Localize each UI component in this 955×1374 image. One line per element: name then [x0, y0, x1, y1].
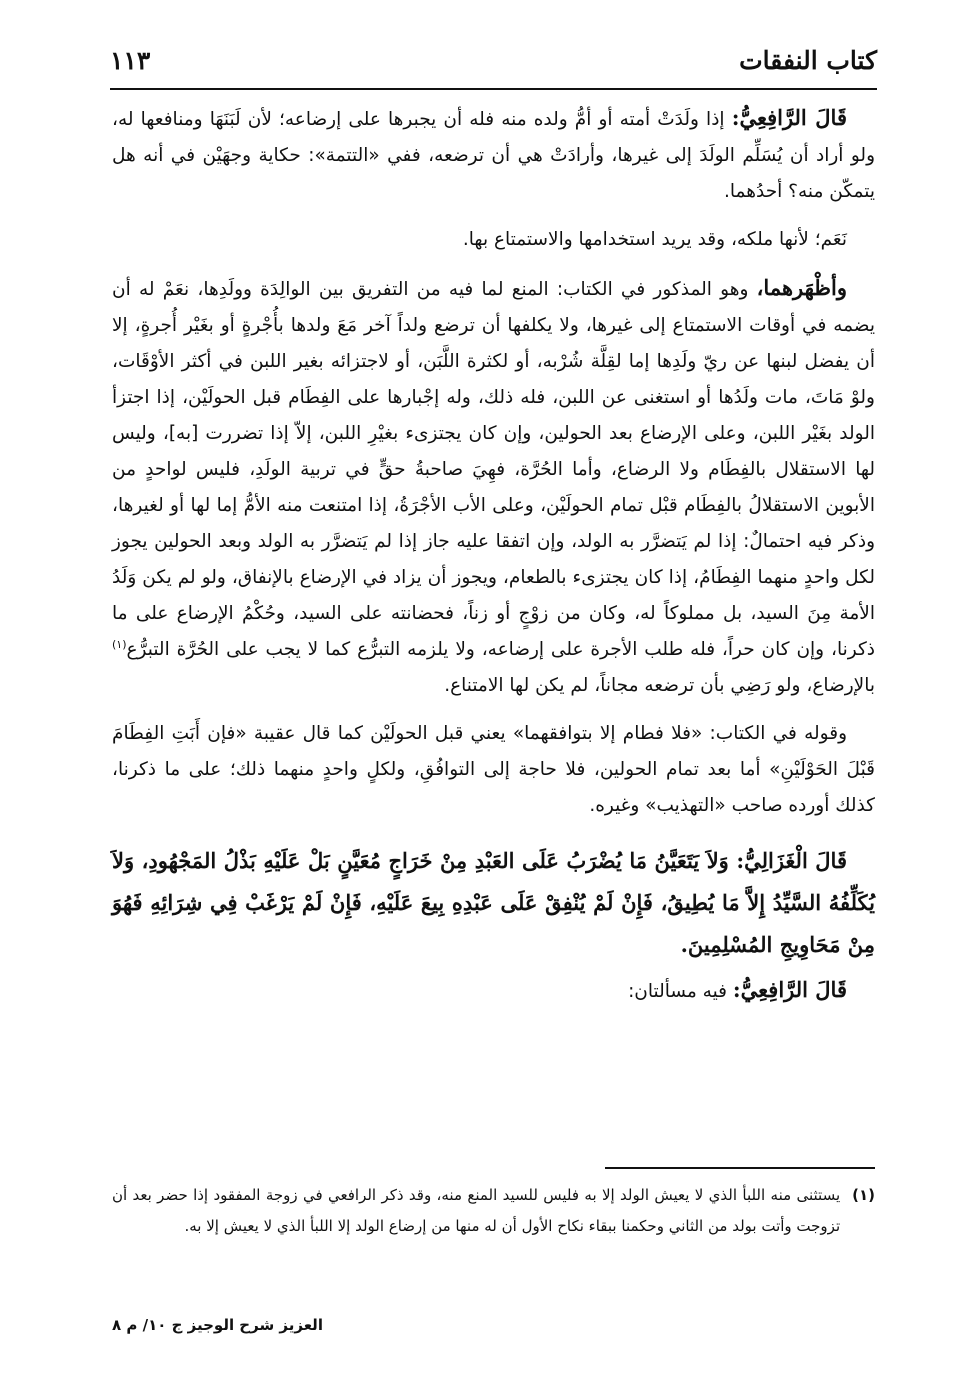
paragraph-rafii-1: [112, 100, 875, 210]
paragraph-text-continued: بالإرضاع، ولو رَضِي بأن ترضعه مجاناً، لم يكن لها الامتناع.: [444, 675, 875, 696]
paragraph-text: إذا ولَدَتْ أمته أو أمُّ ولده منه فله أن يجبرها على إرضاعه؛ لأن لَبَنَهَا ومنافعها له، ولو أراد أن يُسَلِّم الولَدَ إلى غيرها، وأرادَتْ هي أن ترضعه، ففي «التتمة»: حكاية وجهَيْن في أنه هل يتمكّن منه؟ أحدُهما.: [112, 109, 875, 202]
footnote-number: (١): [852, 1186, 875, 1204]
paragraph-text: نَعَم؛ لأنها ملكه، وقد يريد استخدامها والاستمتاع بها.: [462, 229, 847, 250]
paragraph-preferred-view: [112, 270, 875, 704]
paragraph-first-view: [112, 222, 875, 258]
paragraph-rafii-2: [112, 972, 875, 1010]
paragraph-ghazali: [112, 840, 875, 966]
page-header: [110, 40, 877, 84]
footnote-text: يستثنى منه اللبأ الذي لا يعيش الولد إلا به فليس للسيد المنع منه، وقد ذكر الرافعي في زوجة المفقود إذا حضر بعد أن تزوجت وأتت بولد من الثاني وحكمنا ببقاء نكاح الأول أن له منها من إرضاع الولد إلا اللبأ الذي لا يعيش إلا به.: [112, 1186, 841, 1235]
footnote-divider: [605, 1167, 875, 1169]
page-number: ١١٣: [110, 46, 151, 75]
paragraph-commentary: [112, 716, 875, 824]
footnote-reference[interactable]: (١): [112, 637, 127, 651]
paragraph-text: فيه مسألتان:: [628, 981, 728, 1002]
book-signature: العزيز شرح الوجيز ج ١٠/ م ٨: [112, 1316, 323, 1334]
chapter-title: كتاب النفقات: [739, 46, 877, 75]
speaker-label: وأظْهَرهما،: [756, 275, 847, 300]
speaker-label: قَالَ الْغَزَالِيُّ:: [736, 848, 847, 873]
paragraph-text: وهو المذكور في الكتاب: المنع لما فيه من التفريق بين الوالِدَة وولَدِها، نعَمْ له أن يضمه في أوقات الاستمتاع إلى غيرها، ولا يكلفها أن ترضع ولداً آخر مَعَ ولدها بأُجْرةٍ أو بغَيْر أُجرةٍ، إلا أن يفضل لبنها عن ريّ ولَدِها إما لقِلَّة شُرْبه، أو لكثرة اللَّبَن، أو لاجتزائه بغير اللبن في أكثر الأوْقَات، ولوْ مَاتَ، مات ولَدُها أو استغنى عن اللبن، فله ذلك، وله إجْبارها على الفِطَام قبل الحولَيْن، إذا اجتزأ الولد بغَيْر اللبن، وعلى الإرضاع بعد الحولين، وإن كان يجتزىء بغيْرِ اللبن، إلاّ إذا تضررت [به]، وليس لها الاستقلال بالفِطَام ولا الرضاع، وأما الحُرَّة، فهِيَ صاحبةُ حقٍّ في تربية الولَدِ، فليس لواحدٍ من الأبوين الاستقلالُ بالفِطَام قبْل تمام الحولَيْن، وعلى الأب الأجْرَةُ، إذا امتنعت منه الأمُّ إما لها أو لغيرها، وذكر فيه احتمالٌ: إذا لم يَتضرَّر به الولد، وإن اتفقا عليه جاز إذا لم يَتضرَّر به الولد وبعد الحولين يجوز لكل واحدٍ منهما الفِطَامُ، إذا كان يجتزىء بالطعام، ويجوز أن يزاد في الإرضاع بالإنفاق، ولو لم يكن وَلَدُ الأمة مِنَ السيد، بل مملوكاً له، وكان من زوْجٍ أو زناً، فحضانته على السيد، وحُكْمُ الإرضاع على ما ذكرنا، وإن كان حراً، فله طلب الأجرة على إرضاعه، ولا يلزمه التبرُّع كما لا يجب على الحُرَّة التبرُّع: [112, 279, 875, 660]
footnote: [112, 1180, 875, 1242]
paragraph-text: وقوله في الكتاب: «فلا فطام إلا بتوافقهما» يعني قبل الحولَيْن كما قال عقيبة «فإن أَبَتِ الفِطَامَ قَبْلَ الحَوْلَيْنِ» أما بعد تمام الحولين، فلا حاجة إلى التوافُقِ، ولكلٍ واحدٍ منهما ذلك؛ على ما ذكرنا، كذلك أورده صاحب «التهذيب» وغيره.: [112, 723, 875, 816]
header-divider: [110, 88, 877, 90]
speaker-label: قَالَ الرَّافِعِيُّ:: [732, 977, 847, 1002]
speaker-label: قَالَ الرَّافِعِيُّ:: [731, 105, 847, 130]
paragraph-text: وَلاَ يَتَعَيَّنُ مَا يُضْرَبُ عَلَى العَبْدِ مِنْ خَرَاجٍ مُعَيَّنٍ بَلْ عَلَيْهِ بَذْلُ المَجْهُودِ، وَلاَ يُكَلِّفُهُ السَّيِّدُ إِلاَّ مَا يُطِيقُ، فَإِنْ لَمْ يُنْفِقْ عَلَى عَبْدِهِ بِيعَ عَلَيْهِ، فَإِنْ لَمْ يَرْغَبْ فِي شِرَائِهِ فَهُوَ مِنْ مَحَاوِيجِ المُسْلِمِينَ.: [112, 848, 875, 957]
main-text: [112, 100, 875, 1018]
